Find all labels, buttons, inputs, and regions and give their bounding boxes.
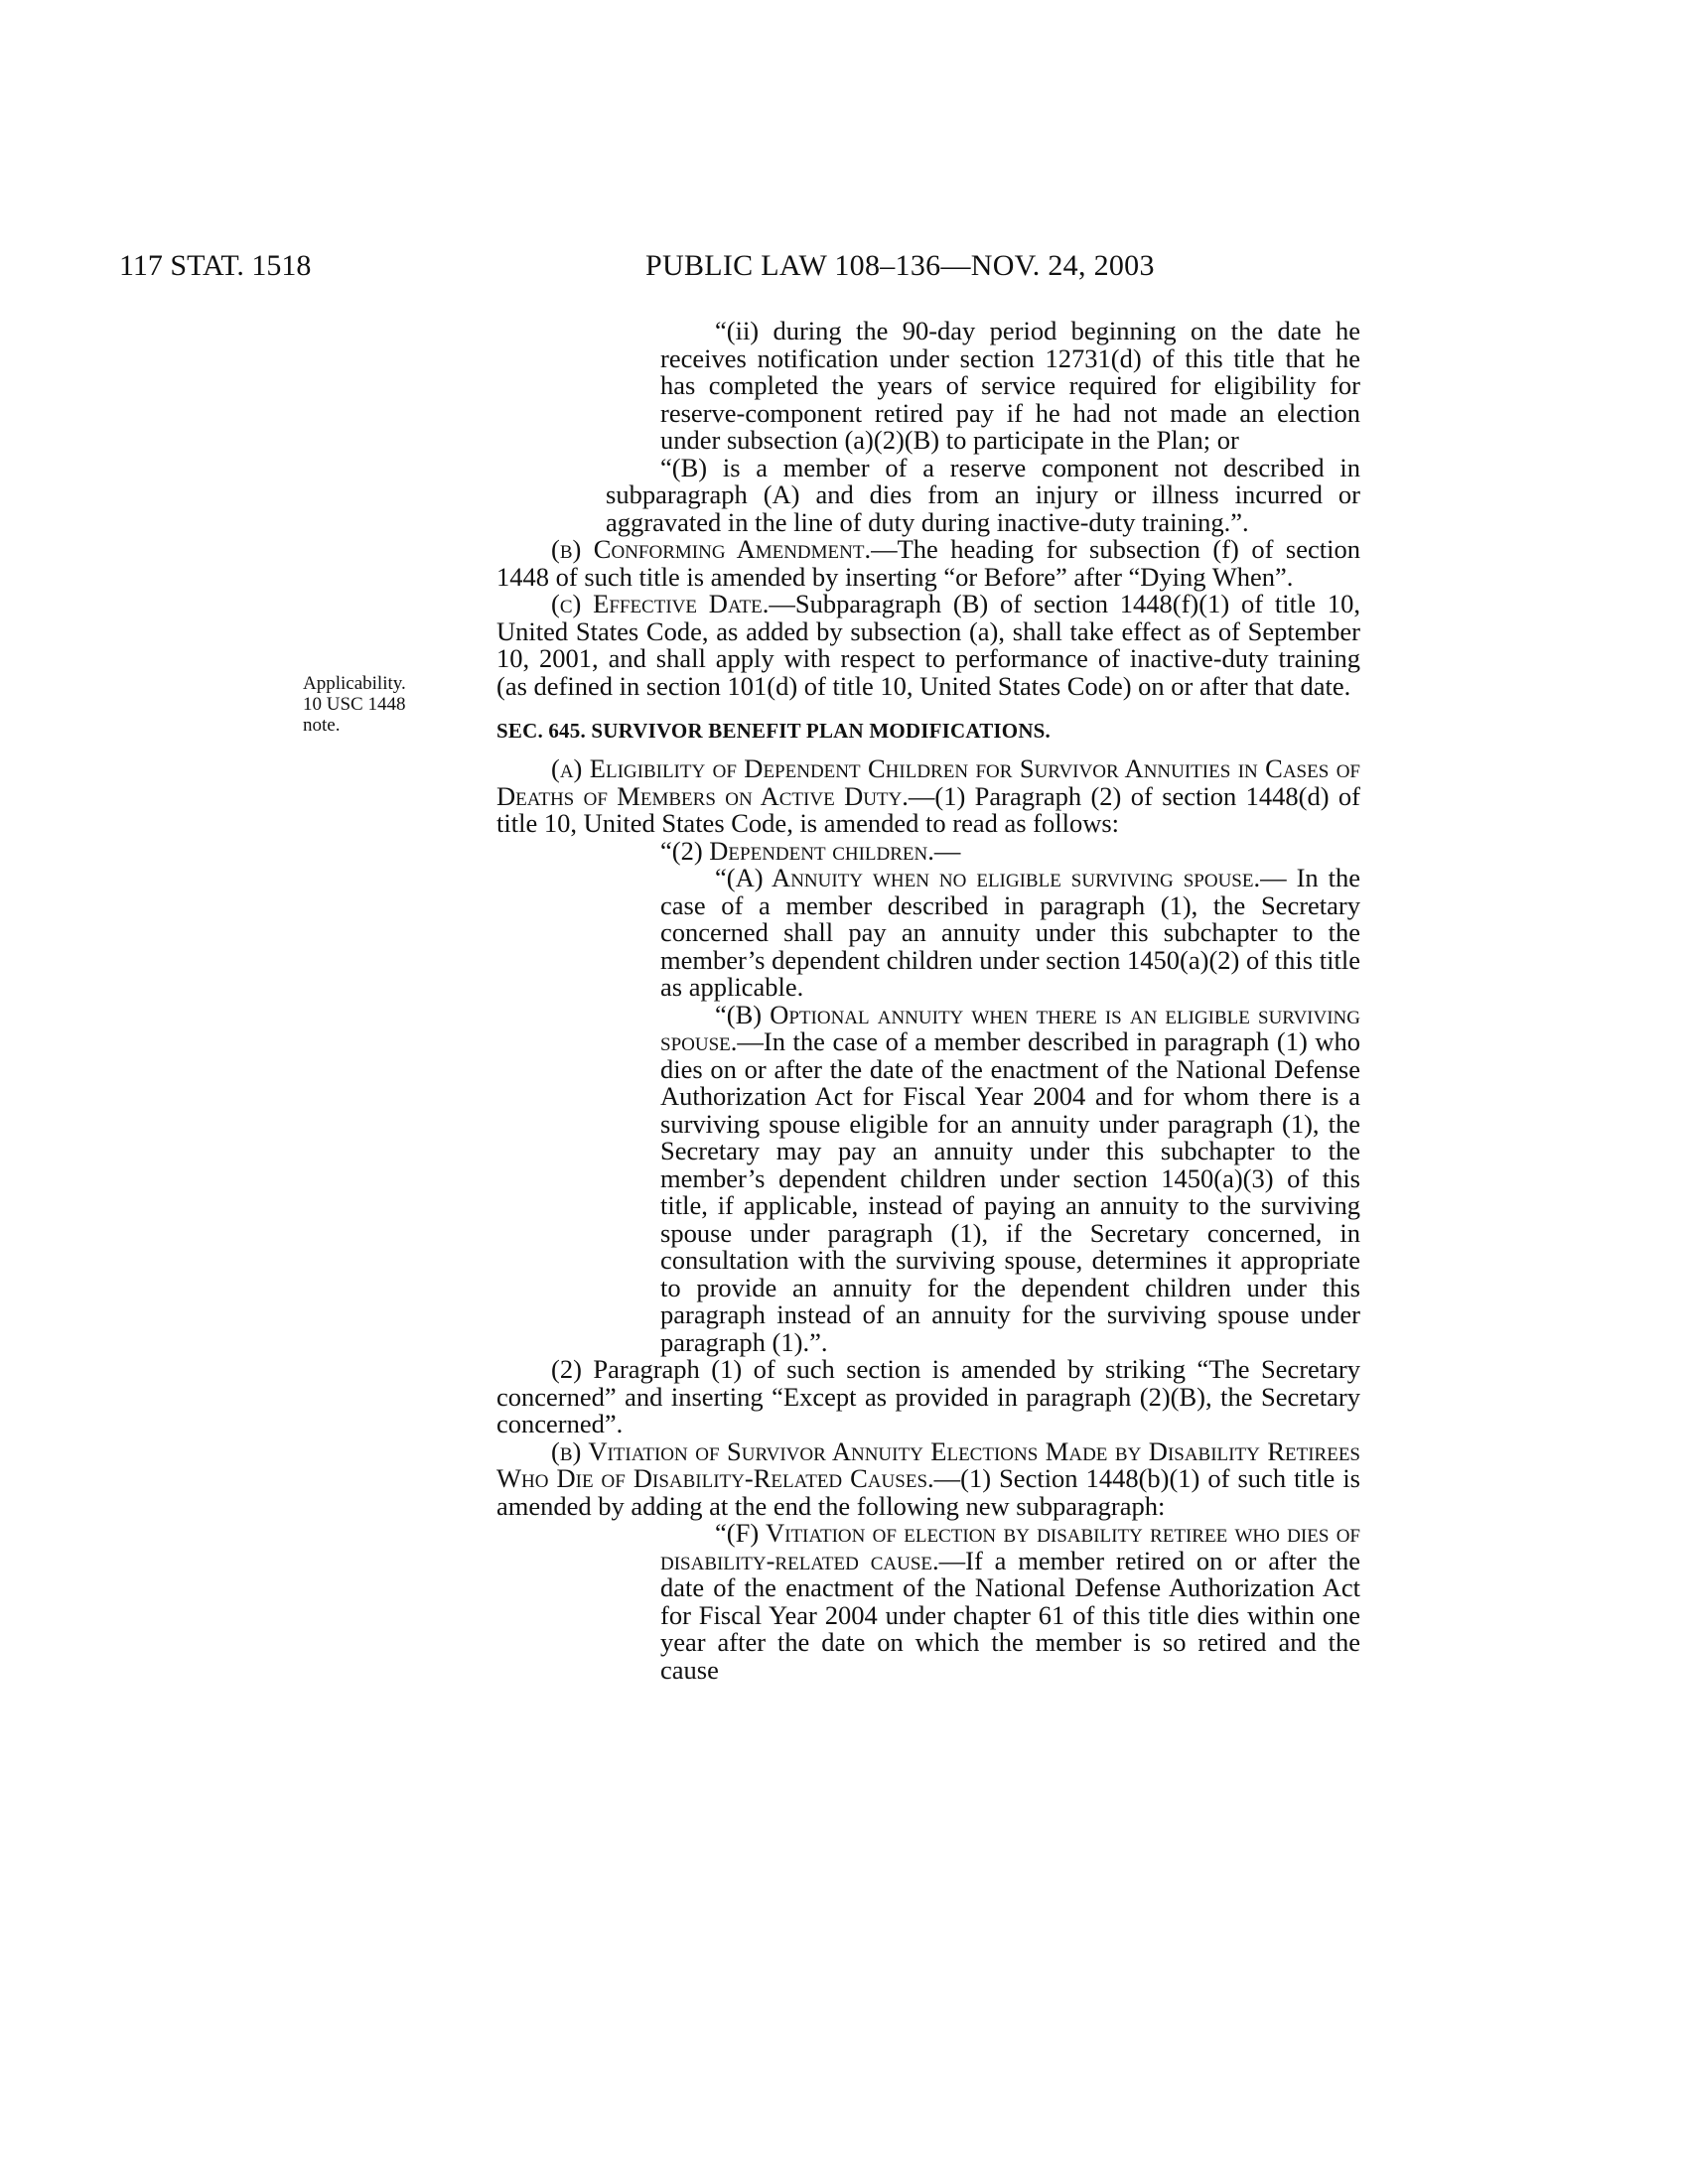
paragraph-2-heading: “(2) Dependent children.—	[660, 835, 961, 866]
subsection-heading: (a) Eligibility of Dependent Children for Survivor Annuities in Cases of Deaths of Members on Active Duty.	[496, 753, 1360, 811]
document-body	[496, 318, 1360, 1684]
subsection-c-effective-date	[496, 591, 1360, 700]
subsection-text: —(1) Section 1448(b)(1) of such title is amended by adding at the end the following new subparagraph:	[496, 1463, 1360, 1521]
subparagraph-text: —If a member retired on or after the date of the enactment of the National Defense Authorization Act for Fiscal Year 2004 under chapter 61 of this title dies within one year after the date on which the member is so retired and the cause	[660, 1545, 1360, 1685]
margin-note-line: note.	[303, 715, 341, 736]
subparagraph-f-vitiation	[496, 1520, 1360, 1684]
subparagraph-heading: “(A) Annuity when no eligible surviving spouse.	[715, 863, 1261, 892]
subsection-text: —The heading for subsection (f) of section 1448 of such title is amended by inserting “or Before” after “Dying When”.	[496, 534, 1360, 592]
section-heading: SEC. 645. SURVIVOR BENEFIT PLAN MODIFICATIONS.	[496, 719, 1052, 743]
subparagraph-heading: “(B) Optional annuity when there is an eligible surviving spouse.	[660, 999, 1360, 1056]
subparagraph-text: — In the case of a member described in paragraph (1), the Secretary concerned shall pay an annuity under this subchapter to the member’s dependent children under section 1450(a)(2) of this title as applicable.	[660, 863, 1360, 1002]
subparagraph-b-optional-annuity	[496, 999, 1360, 1357]
subparagraph-heading: “(F) Vitiation of election by disability retiree who dies of disability-related cause.	[660, 1518, 1360, 1575]
subparagraph-text: —In the case of a member described in paragraph (1) who dies on or after the date of the enactment of the National Defense Authorization Act for Fiscal Year 2004 and for whom there is a surviving spouse eligible for an annuity under paragraph (1), the Secretary may pay an annuity under this subchapter to the member’s dependent children under section 1450(a)(3) of this title, if applicable, instead of paying an annuity to the surviving spouse under paragraph (1), if the Secretary concerned, in consultation with the surviving spouse, determines it appropriate to provide an annuity for the dependent children under this paragraph instead of an annuity for the surviving spouse under paragraph (1).”.	[660, 1026, 1360, 1357]
subparagraph-a-annuity	[496, 865, 1360, 1002]
clause-ii: “(ii) during the 90-day period beginning on the date he receives notification under section 12731(d) of this title that he has completed the years of service required for eligibility for reserve-component retired pay if he had not made an election under subsection (a)(2)(B) to participate in the Plan; or	[660, 316, 1360, 455]
subsection-b-conforming-amendment	[496, 536, 1360, 591]
margin-note-line: Applicability.	[303, 673, 406, 694]
subsection-text: —Subparagraph (B) of section 1448(f)(1) of title 10, United States Code, as added by subsection (a), shall take effect as of September 10, 2001, and shall apply with respect to performance of inactive-duty training (as defined in section 101(d) of title 10, United States Code) on or after that date.	[496, 589, 1361, 701]
subsection-heading: (b) Conforming Amendment.	[551, 534, 872, 564]
margin-note-line: 10 USC 1448	[303, 694, 406, 715]
subparagraph-b: “(B) is a member of a reserve component not described in subparagraph (A) and dies from an injury or illness incurred or aggravated in the line of duty during inactive-duty training.”.	[606, 452, 1360, 537]
stat-page-number: 117 STAT. 1518	[119, 249, 312, 282]
subsection-a-eligibility	[496, 755, 1360, 838]
margin-note	[303, 673, 442, 736]
subsection-text: —(1) Paragraph (2) of section 1448(d) of title 10, United States Code, is amended to read as follows:	[496, 780, 1360, 838]
subsection-heading: (b) Vitiation of Survivor Annuity Elections Made by Disability Retirees Who Die of Disability-Related Causes.	[496, 1435, 1360, 1493]
subsection-heading: (c) Effective Date.	[551, 589, 770, 618]
paragraph-2-amendment: (2) Paragraph (1) of such section is amended by striking “The Secretary concerned” and inserting “Except as provided in paragraph (2)(B), the Secretary concerned”.	[496, 1354, 1360, 1438]
public-law-title: PUBLIC LAW 108–136—NOV. 24, 2003	[645, 249, 1155, 282]
subsection-b-vitiation	[496, 1435, 1360, 1521]
page-header	[119, 246, 1410, 286]
